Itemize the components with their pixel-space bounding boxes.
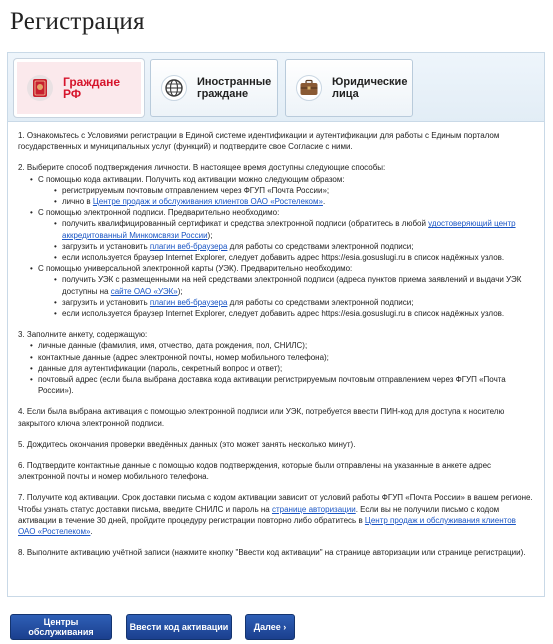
- step-3: [18, 329, 534, 396]
- text: для работы со средствами электронной подписи;: [227, 297, 414, 307]
- browser-plugin-link[interactable]: плагин веб-браузера: [149, 241, 228, 251]
- uek-site-link[interactable]: сайте ОАО «УЭК»: [110, 286, 178, 296]
- browser-plugin-link[interactable]: плагин веб-браузера: [149, 297, 228, 307]
- text: для работы со средствами электронной подписи;: [227, 241, 414, 251]
- step-2-intro: 2. Выберите способ подтверждения личности. В настоящее время доступны следующие способы:: [18, 163, 386, 173]
- rostelecom-center-link[interactable]: Центре продаж и обслуживания клиентов ОАО «Ростелеком»: [92, 197, 323, 207]
- list-item: • контактные данные (адрес электронной почты, номер мобильного телефона);: [30, 352, 534, 363]
- list-item: [30, 174, 534, 208]
- text: .: [90, 527, 93, 537]
- step-5: 5. Дождитесь окончания проверки введённых данных (это может занять несколько минут).: [18, 439, 356, 449]
- list-item: [30, 207, 534, 263]
- text: . Если вы не получили письмо с кодом активации в течение 30 дней, пройдите процедуру регистрации повторно либо обратитесь в: [18, 504, 500, 525]
- tab-legal-entities[interactable]: [285, 59, 413, 117]
- text: лично в: [62, 197, 93, 207]
- text: загрузить и установить: [62, 241, 150, 251]
- next-button[interactable]: Далее ›: [245, 614, 295, 640]
- list-item: [54, 218, 534, 240]
- step-1: 1. Ознакомьтесь с Условиями регистрации в Единой системе идентификации и аутентификации для работы с Единым порталом государственных и муниципальных услуг (функций) и подтвердите свое Согласие с ними.: [18, 131, 500, 152]
- text: );: [207, 230, 213, 240]
- text: получить УЭК с размещенными на ней средствами электронной подписи (адреса пунктов приема заявлений и выдачи УЭК доступны на: [62, 275, 522, 296]
- list-item: [54, 196, 534, 207]
- text: получить квалифицированный сертификат и средства электронной подписи (обратитесь в любой: [62, 219, 429, 229]
- list-item: • регистрируемым почтовым отправлением через ФГУП «Почта России»;: [54, 185, 534, 196]
- step-6: 6. Подтвердите контактные данные с помощью кодов подтверждения, которые были отправлены на указанные в анкете адрес электронной почты и номер мобильного телефона.: [18, 461, 492, 482]
- tab-label-line1: Юридические: [332, 76, 408, 88]
- text: загрузить и установить: [62, 297, 150, 307]
- tab-label-line2: граждане: [197, 88, 249, 100]
- list-item: [54, 241, 534, 252]
- text: 7. Получите код активации. Срок доставки письма с кодом активации зависит от условий работы ФГУП «Почта России» в вашем регионе. Чтобы узнать статус доставки письма, введите СНИЛС и пароль на: [18, 493, 533, 514]
- page-title: Регистрация: [10, 8, 145, 35]
- method-uek-title: С помощью универсальной электронной карты (УЭК). Предварительно необходимо:: [38, 264, 353, 274]
- registration-type-tabs: [7, 52, 545, 122]
- tab-label-line2: лица: [332, 88, 359, 100]
- tab-label-line1: Иностранные: [197, 76, 272, 88]
- tab-russian-citizens[interactable]: [14, 59, 144, 117]
- globe-icon: [161, 75, 187, 101]
- text: );: [177, 286, 183, 296]
- briefcase-icon: [296, 75, 322, 101]
- step-2: [18, 162, 534, 319]
- list-item: [54, 297, 534, 308]
- step-4: 4. Если была выбрана активация с помощью электронной подписи или УЭК, потребуется ввести ПИН-код для доступа к носителю закрытого ключа электронной подписи.: [18, 407, 505, 428]
- method-esig-title: С помощью электронной подписи. Предварительно необходимо:: [38, 208, 280, 218]
- step-7: [18, 492, 534, 537]
- tab-foreign-citizens[interactable]: [150, 59, 278, 117]
- text: .: [322, 197, 326, 207]
- tab-label: Граждане РФ: [63, 75, 121, 101]
- enter-activation-code-button[interactable]: Ввести код активации: [126, 614, 232, 640]
- service-centers-button[interactable]: Центры обслуживания: [10, 614, 112, 640]
- step-8: 8. Выполните активацию учётной записи (нажмите кнопку "Ввести код активации" на странице авторизации или странице регистрации).: [18, 548, 526, 558]
- list-item: • почтовый адрес (если была выбрана доставка кода активации регистрируемым почтовым отправлением через ФГУП «Почта России»).: [30, 374, 534, 396]
- list-item: [30, 263, 534, 319]
- list-item: • если используется браузер Internet Explorer, следует добавить адрес https://esia.gosuslugi.ru в список надёжных узлов.: [54, 252, 534, 263]
- rostelecom-center-link[interactable]: Центр продаж и обслуживания клиентов ОАО «Ростелеком»: [18, 515, 516, 537]
- auth-page-link[interactable]: странице авторизации: [271, 504, 356, 514]
- method-code-title: С помощью кода активации. Получить код активации можно следующим образом:: [38, 174, 345, 184]
- list-item: • если используется браузер Internet Explorer, следует добавить адрес https://esia.gosuslugi.ru в список надёжных узлов.: [54, 308, 534, 319]
- list-item: • личные данные (фамилия, имя, отчество, дата рождения, пол, СНИЛС);: [30, 340, 534, 351]
- passport-icon: [27, 75, 53, 101]
- certification-center-link[interactable]: удостоверяющий центр аккредитованный Минкомсвязи России: [62, 219, 516, 240]
- registration-instructions: [7, 121, 545, 597]
- step-3-intro: 3. Заполните анкету, содержащую:: [18, 330, 148, 340]
- list-item: [54, 274, 534, 296]
- list-item: • данные для аутентификации (пароль, секретный вопрос и ответ);: [30, 363, 534, 374]
